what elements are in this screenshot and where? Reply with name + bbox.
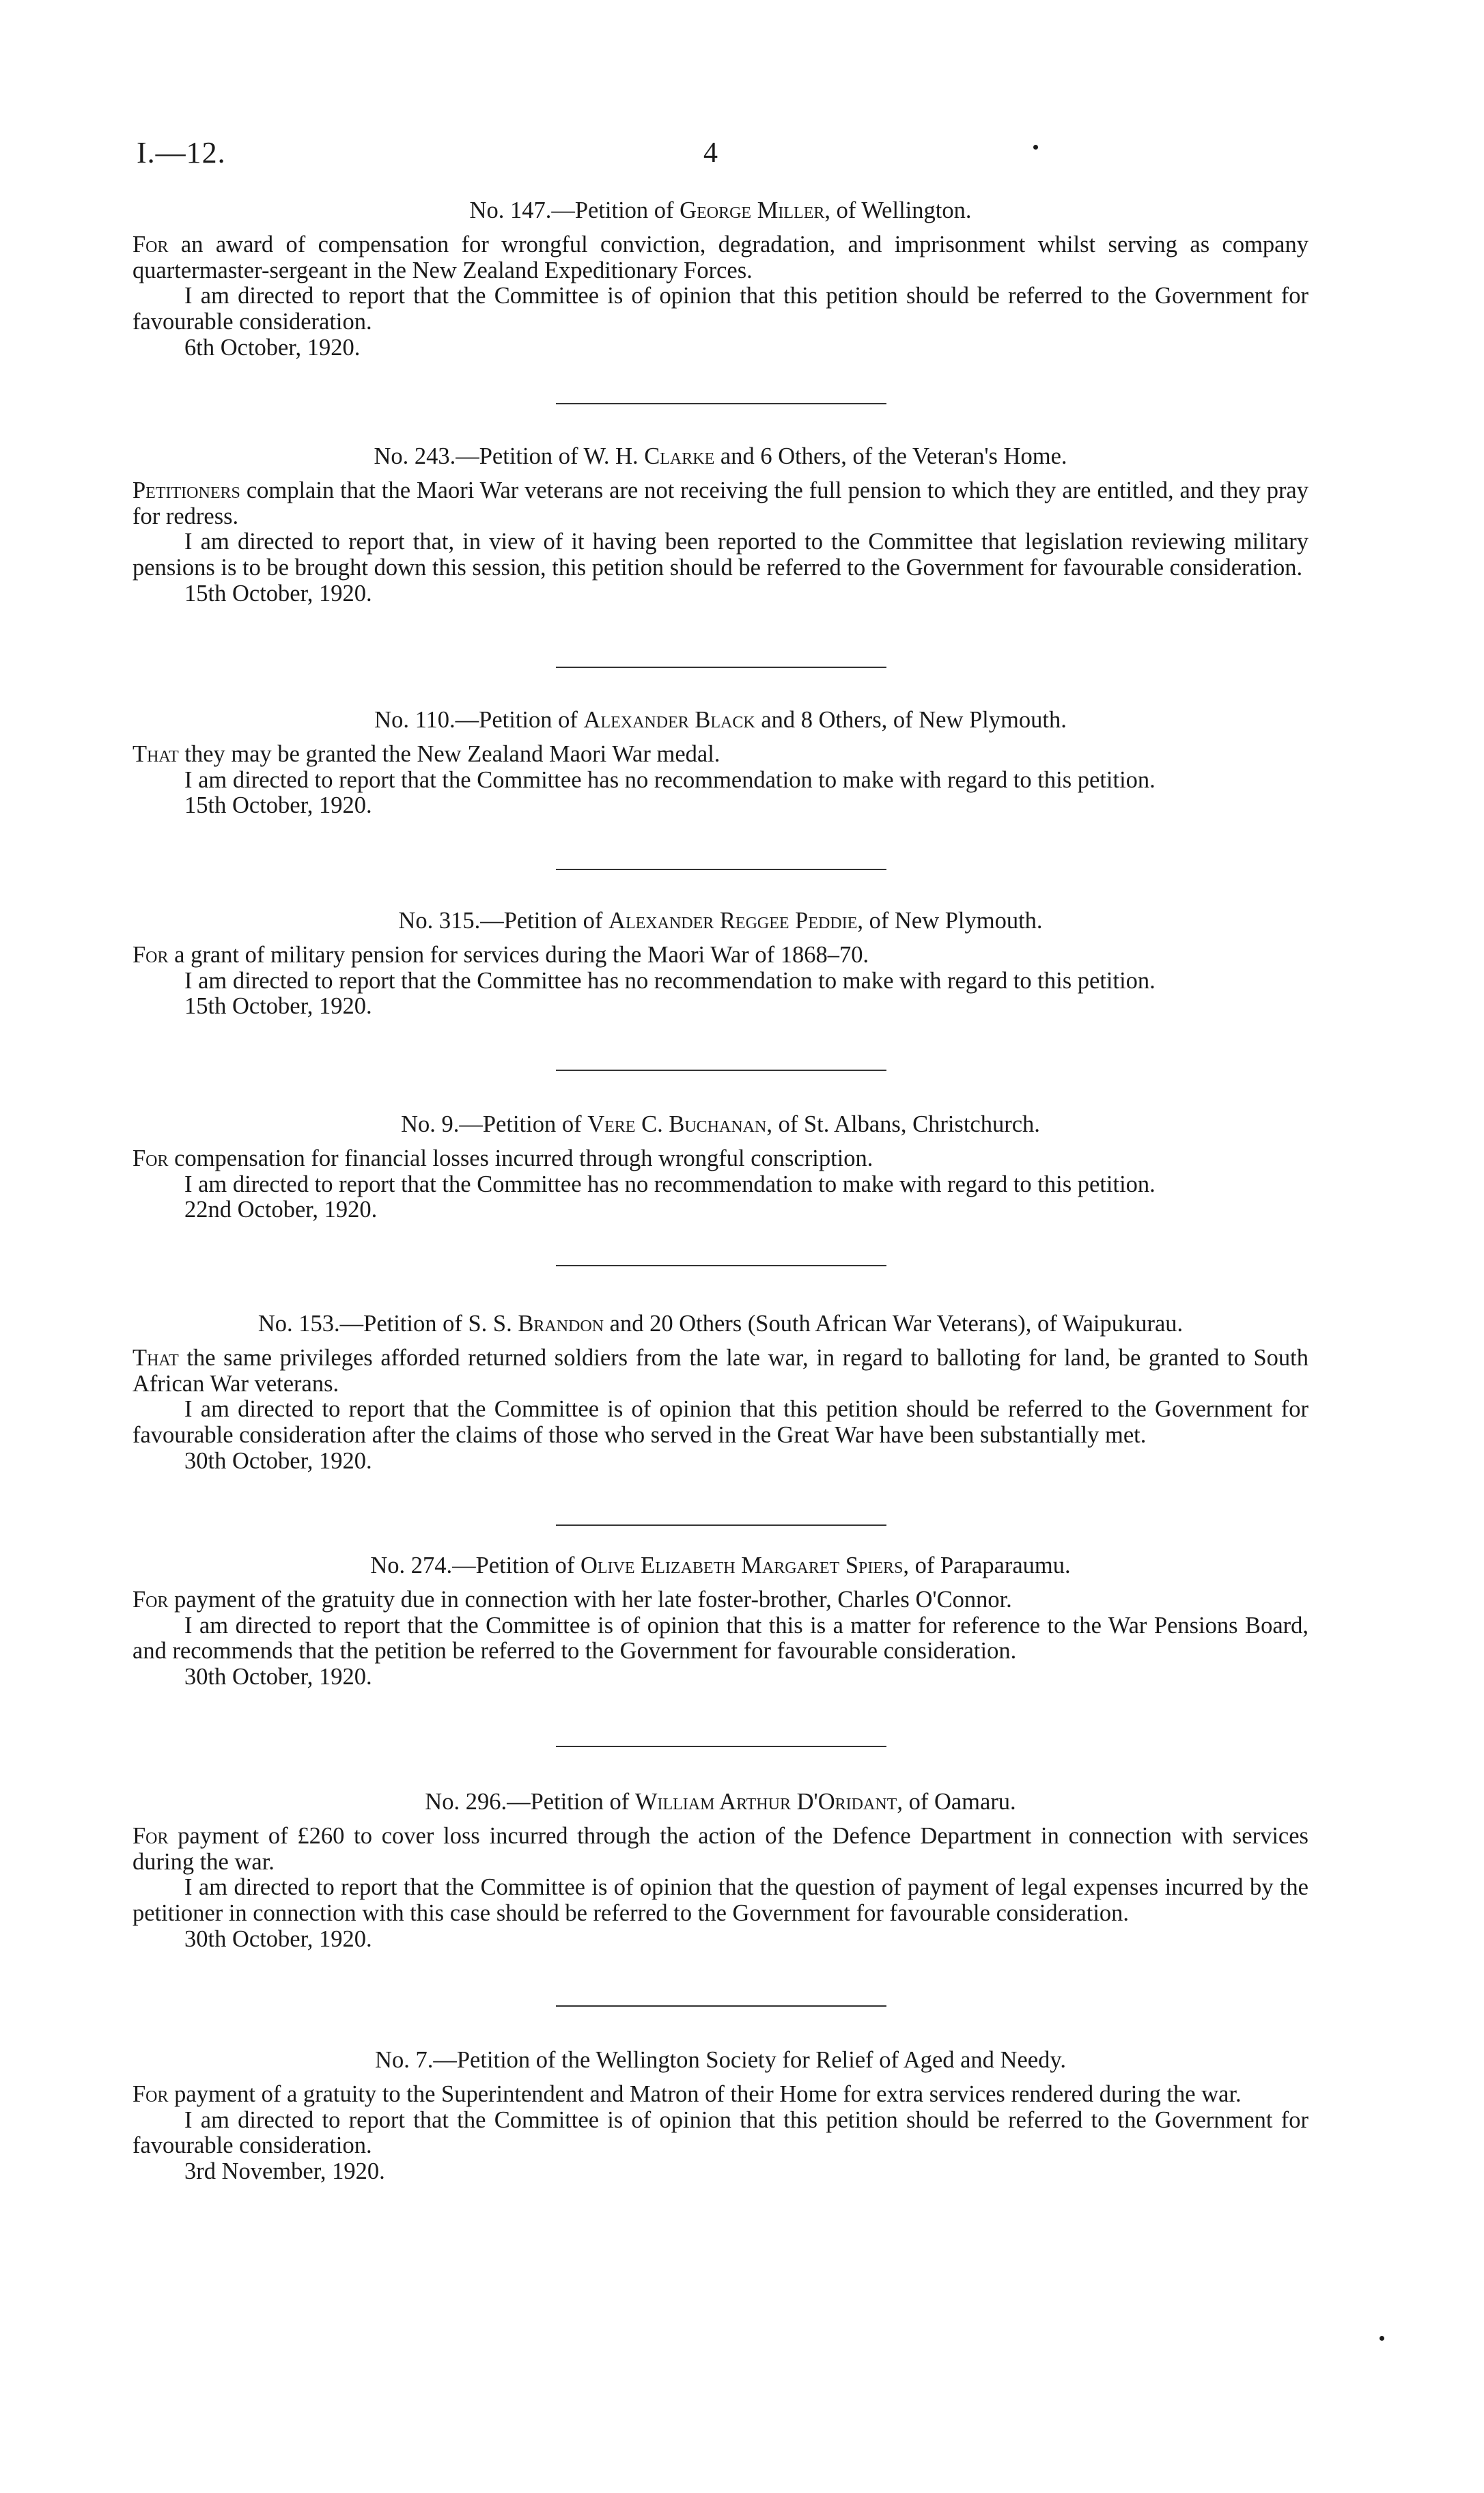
committee-report: I am directed to report that the Committee is of opinion that the question of payment of legal expenses incurred by the petitioner in connection with this case should be referred to the Government for favourable consideration. (132, 1874, 1308, 1927)
petitioner-name: William Arthur D'Oridant (634, 1789, 897, 1815)
prayer-lead-word: For (132, 1145, 169, 1171)
committee-report: I am directed to report that the Committee has no recommendation to make with regard to this petition. (184, 766, 1156, 793)
prayer-text: payment of £260 to cover loss incurred through the action of the Defence Department in connection with services during the war. (132, 1822, 1308, 1875)
page-number: 4 (703, 137, 718, 169)
heading-suffix: and 6 Others, of the Veteran's Home. (714, 443, 1067, 469)
report-date: 30th October, 1920. (184, 1664, 372, 1690)
report-date: 6th October, 1920. (184, 334, 361, 361)
petitioner-name: Olive Elizabeth Margaret Spiers (580, 1552, 904, 1578)
prayer-text: they may be granted the New Zealand Maori War medal. (178, 740, 720, 767)
prayer-text: payment of a gratuity to the Superintendent and Matron of their Home for extra services rendered during the war. (168, 2080, 1242, 2107)
petition-entry (132, 708, 1308, 819)
petition-heading (132, 1311, 1308, 1337)
committee-report: I am directed to report that the Committee is of opinion that this petition should be referred to the Government for favourable consideration. (132, 2106, 1308, 2159)
prayer-lead-word: That (132, 1344, 179, 1371)
petition-heading (132, 1789, 1308, 1815)
prayer-lead-word: For (132, 941, 169, 968)
petitioner-name: Brandon (518, 1311, 604, 1337)
heading-suffix: , of Wellington. (824, 197, 972, 223)
committee-report: I am directed to report that, in view of it having been reported to the Committee that legislation reviewing military pensions is to be brought down this session, this petition should be referred to the Government for favourable consideration. (132, 529, 1308, 581)
committee-report: I am directed to report that the Committee has no recommendation to make with regard to this petition. (184, 967, 1156, 994)
petition-heading (132, 1553, 1308, 1579)
committee-report: I am directed to report that the Committee is of opinion that this petition should be referred to the Government for favourable consideration. (132, 283, 1308, 335)
petition-prayer (132, 1824, 1308, 1876)
petition-heading (132, 908, 1308, 934)
report-date: 15th October, 1920. (184, 993, 372, 1020)
section-divider (556, 1070, 886, 1071)
section-divider (556, 1524, 886, 1526)
petition-entry (132, 1112, 1308, 1223)
heading-prefix: No. 7.—Petition of the Wellington Society for Relief of Aged and Needy. (375, 2047, 1066, 2073)
petition-heading (132, 2048, 1308, 2074)
print-speck (1033, 145, 1038, 150)
petition-heading (132, 444, 1308, 470)
petition-heading (132, 1112, 1308, 1138)
prayer-text: the same privileges afforded returned soldiers from the late war, in regard to balloting for land, be granted to South African War veterans. (132, 1344, 1308, 1397)
report-reference: I.—12. (137, 136, 226, 169)
petition-entry (132, 1553, 1308, 1690)
prayer-text: compensation for financial losses incurred through wrongful conscription. (168, 1145, 873, 1171)
petitioner-name: Vere C. Buchanan (587, 1111, 767, 1137)
report-date: 30th October, 1920. (184, 1447, 372, 1474)
petition-prayer (132, 232, 1308, 284)
petition-prayer (132, 742, 1308, 768)
petition-prayer (132, 478, 1308, 530)
petition-heading (132, 708, 1308, 734)
prayer-lead-word: Petitioners (132, 477, 240, 503)
prayer-text: a grant of military pension for services during the Maori War of 1868–70. (168, 941, 869, 968)
heading-suffix: and 20 Others (South African War Veterans), of Waipukurau. (604, 1311, 1184, 1337)
print-speck (1380, 2336, 1384, 2341)
prayer-lead-word: That (132, 740, 179, 767)
heading-suffix: , of St. Albans, Christchurch. (766, 1111, 1040, 1137)
section-divider (556, 2005, 886, 2007)
prayer-lead-word: For (132, 1586, 169, 1613)
petition-entry (132, 908, 1308, 1020)
petition-entry (132, 444, 1308, 607)
prayer-lead-word: For (132, 1822, 169, 1849)
committee-report: I am directed to report that the Committee is of opinion that this is a matter for reference to the War Pensions Board, and recommends that the petition be referred to the Government for favourable consideration. (132, 1612, 1308, 1665)
heading-prefix: No. 243.—Petition of W. H. (374, 443, 645, 469)
petition-entry (132, 198, 1308, 361)
section-divider (556, 667, 886, 668)
report-date: 22nd October, 1920. (184, 1197, 378, 1223)
section-divider (556, 1265, 886, 1266)
heading-suffix: , of Paraparaumu. (903, 1552, 1071, 1578)
section-divider (556, 1746, 886, 1747)
petition-prayer (132, 1346, 1308, 1397)
heading-prefix: No. 315.—Petition of (398, 908, 609, 934)
heading-prefix: No. 147.—Petition of (469, 197, 680, 223)
prayer-lead-word: For (132, 2080, 169, 2107)
petition-prayer (132, 943, 1308, 969)
prayer-lead-word: For (132, 231, 169, 257)
petition-entry (132, 1311, 1308, 1475)
petitioner-name: Alexander Reggee Peddie (608, 908, 858, 934)
heading-prefix: No. 110.—Petition of (374, 707, 584, 733)
petition-prayer (132, 2082, 1308, 2108)
heading-prefix: No. 153.—Petition of S. S. (257, 1311, 518, 1337)
committee-report: I am directed to report that the Committee is of opinion that this petition should be referred to the Government for favourable consideration after the claims of those who served in the Great War have been substantially met. (132, 1396, 1308, 1449)
heading-suffix: , of New Plymouth. (857, 908, 1043, 934)
petition-entry (132, 2048, 1308, 2185)
committee-report: I am directed to report that the Committee has no recommendation to make with regard to this petition. (184, 1171, 1156, 1197)
prayer-text: complain that the Maori War veterans are not receiving the full pension to which they are entitled, and they pray for redress. (132, 477, 1308, 529)
petition-prayer (132, 1146, 1308, 1172)
petition-heading (132, 198, 1308, 224)
report-date: 30th October, 1920. (184, 1925, 372, 1952)
report-date: 15th October, 1920. (184, 792, 372, 819)
petition-entry (132, 1789, 1308, 1953)
heading-suffix: , of Oamaru. (897, 1789, 1016, 1815)
heading-prefix: No. 274.—Petition of (370, 1552, 580, 1578)
prayer-text: an award of compensation for wrongful conviction, degradation, and imprisonment whilst serving as company quartermaster-sergeant in the New Zealand Expeditionary Forces. (132, 231, 1308, 283)
heading-prefix: No. 9.—Petition of (401, 1111, 588, 1137)
heading-suffix: and 8 Others, of New Plymouth. (755, 707, 1067, 733)
petitioner-name: Alexander Black (583, 707, 755, 733)
report-date: 3rd November, 1920. (184, 2158, 385, 2185)
heading-prefix: No. 296.—Petition of (425, 1789, 635, 1815)
section-divider (556, 869, 886, 870)
report-date: 15th October, 1920. (184, 580, 372, 607)
prayer-text: payment of the gratuity due in connection with her late foster-brother, Charles O'Connor. (168, 1586, 1012, 1613)
petitioner-name: Clarke (644, 443, 715, 469)
petitioner-name: George Miller (680, 197, 825, 223)
petition-prayer (132, 1587, 1308, 1613)
section-divider (556, 403, 886, 404)
